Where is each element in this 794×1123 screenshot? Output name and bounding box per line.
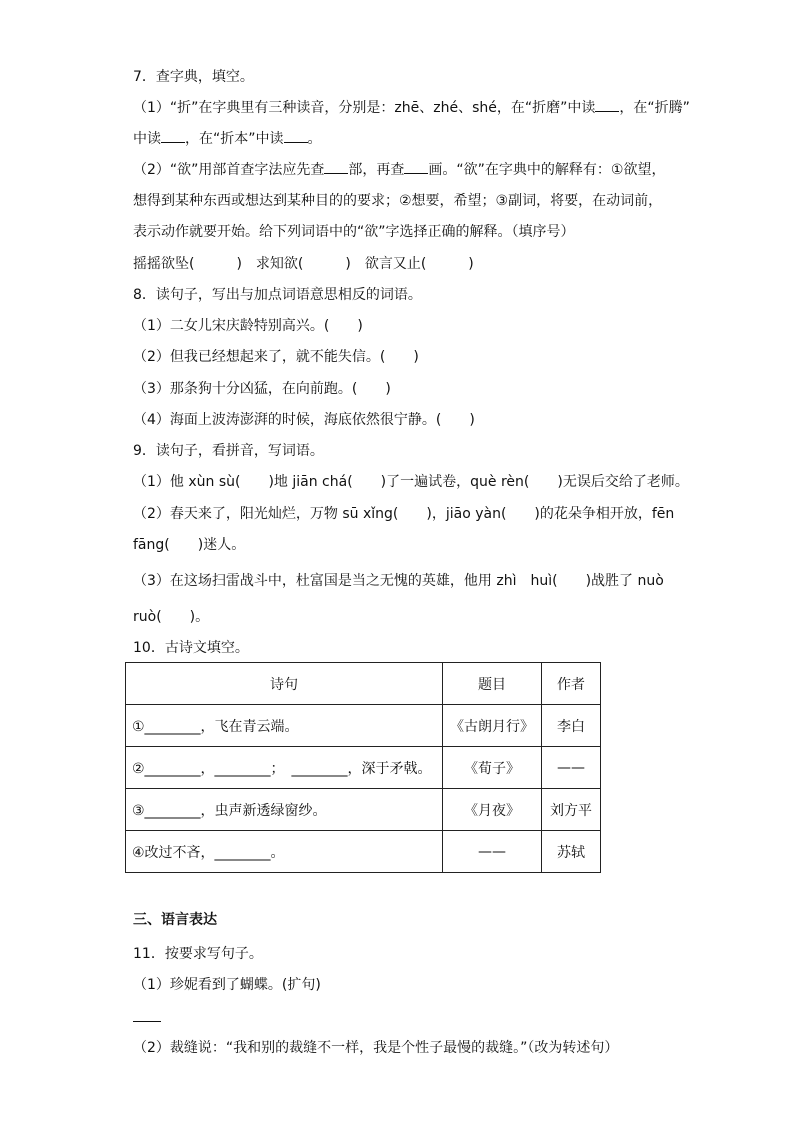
poem-title-cell: 《月夜》 bbox=[443, 789, 542, 831]
q11-part2: （2）裁缝说：“我和别的裁缝不一样，我是个性子最慢的裁缝。”（改为转述句） bbox=[133, 1040, 619, 1056]
q7-part2-text-b: 部，再查 bbox=[348, 162, 405, 178]
poem-line-cell[interactable]: ①________，飞在青云端。 bbox=[126, 705, 443, 747]
q9-line: ruò( )。 bbox=[133, 609, 210, 625]
poem-title-cell: 《古朗月行》 bbox=[443, 705, 542, 747]
q8-item: （2）但我已经想起来了，就不能失信。( ) bbox=[133, 349, 419, 365]
poem-table bbox=[125, 662, 601, 873]
poem-line-cell[interactable]: ②________，________； ________，深于矛戟。 bbox=[126, 747, 443, 789]
q7-part1-text-a: （1）“折”在字典里有三种读音，分别是：zhē、zhé、shé，在“折磨”中读 bbox=[133, 100, 596, 116]
q9-line: （2）春天来了，阳光灿烂，万物 sū xǐng( )，jiāo yàn( )的花朵争相开放，fēn bbox=[133, 506, 675, 522]
table-row bbox=[126, 705, 601, 747]
table-header-row bbox=[126, 663, 601, 705]
q7-part2-line3: 表示动作就要开始。给下列词语中的“欲”字选择正确的解释。（填序号） bbox=[133, 224, 575, 240]
q8-item: （4）海面上波涛澎湃的时候，海底依然很宁静。( ) bbox=[133, 412, 475, 428]
q7-part2-line2: 想得到某种东西或想达到某种目的的要求；②想要，希望；③副词，将要，在动词前， bbox=[133, 193, 663, 209]
poem-author-cell: 李白 bbox=[542, 705, 601, 747]
q7-part2-text-a: （2）“欲”用部首查字法应先查 bbox=[133, 162, 325, 178]
q7-part1-text-c: 中读 bbox=[133, 131, 161, 147]
column-header: 诗句 bbox=[126, 663, 443, 705]
table-row bbox=[126, 831, 601, 873]
poem-title-cell: —— bbox=[443, 831, 542, 873]
poem-line-cell[interactable]: ③________，虫声新透绿窗纱。 bbox=[126, 789, 443, 831]
table-row bbox=[126, 789, 601, 831]
q11-part1: （1）珍妮看到了蝴蝶。(扩句) bbox=[133, 977, 321, 993]
poem-line-cell[interactable]: ④改过不吝，________。 bbox=[126, 831, 443, 873]
section-title: 三、语言表达 bbox=[133, 912, 217, 928]
table-row bbox=[126, 747, 601, 789]
answer-blank[interactable] bbox=[595, 99, 619, 112]
q7-part1-text-b: ，在“折腾” bbox=[619, 100, 690, 116]
poem-author-cell: 苏轼 bbox=[542, 831, 601, 873]
answer-blank[interactable] bbox=[404, 161, 428, 174]
q7-part1-text-e: 。 bbox=[307, 131, 322, 147]
q7-part1-text-d: ，在“折本”中读 bbox=[185, 131, 284, 147]
q8-item: （3）那条狗十分凶猛，在向前跑。( ) bbox=[133, 381, 391, 397]
q10-title: 10．古诗文填空。 bbox=[133, 640, 249, 656]
answer-blank[interactable] bbox=[161, 130, 185, 143]
answer-line[interactable] bbox=[133, 1021, 161, 1022]
q7-part2-line4: 摇摇欲坠( ) 求知欲( ) 欲言又止( ) bbox=[133, 256, 474, 272]
answer-blank[interactable] bbox=[324, 161, 348, 174]
q7-part1-line2 bbox=[133, 130, 322, 148]
poem-author-cell: 刘方平 bbox=[542, 789, 601, 831]
poem-title-cell: 《荀子》 bbox=[443, 747, 542, 789]
q9-line: （1）他 xùn sù( )地 jiān chá( )了一遍试卷，què rèn( )无误后交给了老师。 bbox=[133, 474, 689, 490]
q7-part2-line1 bbox=[133, 161, 665, 179]
q9-title: 9．读句子，看拼音，写词语。 bbox=[133, 443, 324, 459]
q8-item: （1）二女儿宋庆龄特别高兴。( ) bbox=[133, 318, 363, 334]
q7-part1-line1 bbox=[133, 99, 690, 117]
answer-blank[interactable] bbox=[284, 130, 308, 143]
poem-author-cell: —— bbox=[542, 747, 601, 789]
q9-line: （3）在这场扫雷战斗中，杜富国是当之无愧的英雄，他用 zhì huì( )战胜了 nuò bbox=[133, 573, 664, 589]
q9-line: fāng( )迷人。 bbox=[133, 537, 246, 553]
q11-title: 11．按要求写句子。 bbox=[133, 946, 263, 962]
q7-part2-text-c: 画。“欲”在字典中的解释有：①欲望， bbox=[428, 162, 666, 178]
q8-title: 8．读句子，写出与加点词语意思相反的词语。 bbox=[133, 287, 422, 303]
q7-title: 7．查字典，填空。 bbox=[133, 69, 254, 85]
column-header: 题目 bbox=[443, 663, 542, 705]
column-header: 作者 bbox=[542, 663, 601, 705]
